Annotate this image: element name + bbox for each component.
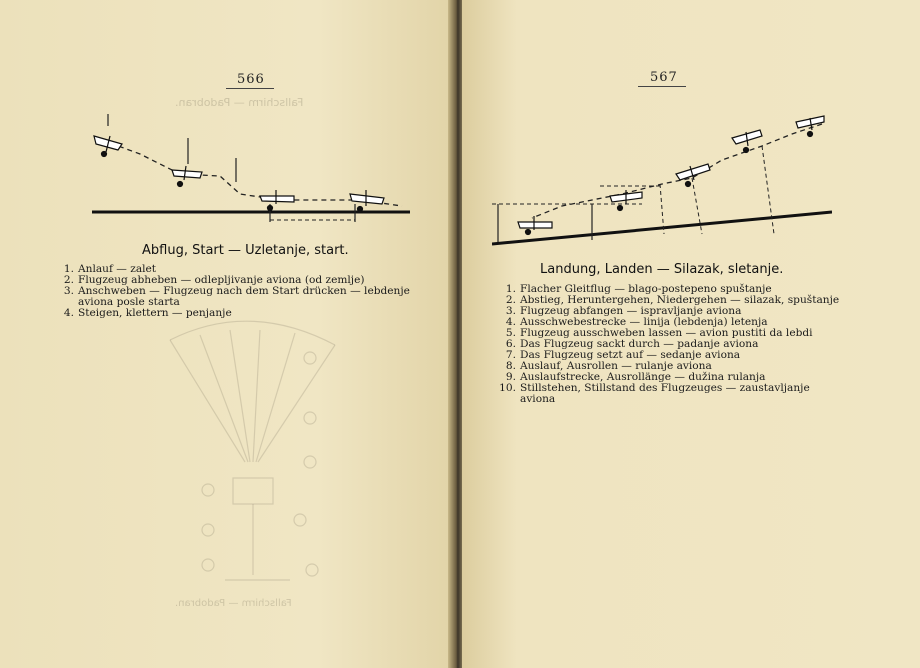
page-number: 567 (650, 70, 678, 85)
takeoff-caption: Abflug, Start — Uzletanje, start. (142, 243, 349, 258)
list-item: 10. Stillstehen, Stillstand des Flugzeuges — zaustavljanje aviona (499, 382, 810, 405)
landing-caption: Landung, Landen — Silazak, sletanje. (540, 262, 784, 277)
list-item: 6. Das Flugzeug sackt durch — padanje aviona (505, 338, 759, 350)
list-item: 4. Ausschwebestrecke — linija (lebdenja) letenja (505, 316, 768, 328)
landing-term-list (482, 284, 844, 405)
list-item: 2. Abstieg, Heruntergehen, Niedergehen — silazak, spuštanje (505, 294, 840, 306)
list-item: 2. Flugzeug abheben — odlepljivanje aviona (od zemlje) (63, 274, 365, 286)
airplane-icon-1 (94, 136, 122, 157)
ghost-footer: Fallschirm — Padobran. (175, 598, 292, 609)
list-item: 7. Das Flugzeug setzt auf — sedanje aviona (505, 349, 741, 361)
airplane-icon-4 (610, 190, 642, 211)
list-item: 9. Auslaufstrecke, Ausrollänge — dužina rulanja (505, 371, 766, 383)
airplane-icon-3 (676, 164, 710, 187)
airplane-icon-5 (518, 216, 552, 235)
list-item: 3. Anschweben — Flugzeug nach dem Start drücken — lebdenje aviona posle starta (63, 285, 410, 308)
list-item: 1. Anlauf — zalet (63, 263, 157, 275)
airplane-icon-2 (172, 166, 202, 187)
page-number-rule (226, 88, 274, 89)
takeoff-term-list (40, 264, 426, 319)
page-number-rule (638, 86, 686, 87)
list-item: 3. Flugzeug abfangen — ispravljanje aviona (505, 305, 742, 317)
ghost-title: Fallschirm — Padobran. (175, 96, 304, 109)
landing-diagram (492, 114, 832, 254)
airplane-icon-3 (260, 190, 294, 211)
list-item: 1. Flacher Gleitflug — blago-postepeno spuštanje (505, 283, 772, 295)
parachute-bleedthrough (0, 0, 452, 668)
airplane-icon-1 (796, 116, 824, 137)
list-item: 4. Steigen, klettern — penjanje (63, 307, 232, 319)
page-number: 566 (237, 72, 265, 87)
list-item: 5. Flugzeug ausschweben lassen — avion pustiti da lebdi (505, 327, 813, 339)
list-item: 8. Auslauf, Ausrollen — rulanje aviona (505, 360, 712, 372)
airplane-icon-2 (732, 130, 762, 153)
left-page (0, 0, 452, 668)
right-page (462, 0, 920, 668)
takeoff-diagram (80, 112, 420, 222)
